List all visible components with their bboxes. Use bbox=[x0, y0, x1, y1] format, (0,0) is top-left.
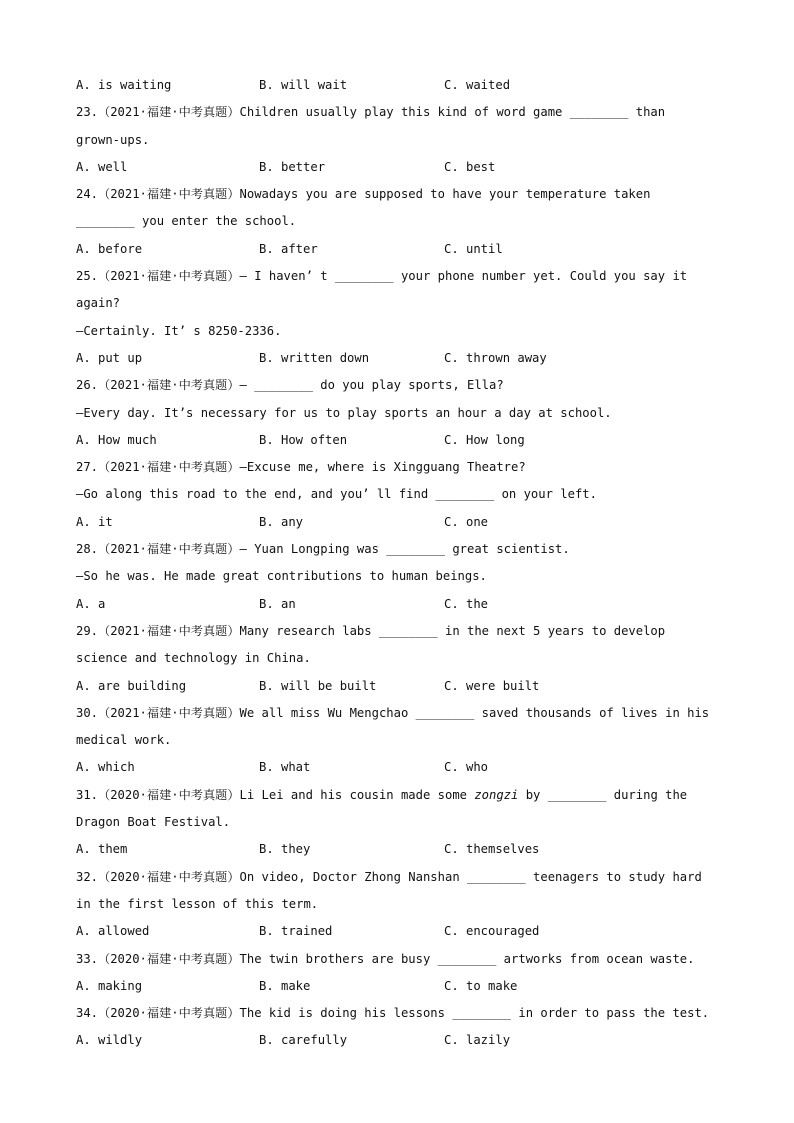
options-row-25 bbox=[76, 348, 726, 375]
question-list bbox=[76, 75, 726, 1058]
option-b: B. carefully bbox=[259, 1033, 348, 1048]
question-32-line-2: in the first lesson of this term. bbox=[76, 896, 319, 911]
option-b: B. How often bbox=[259, 432, 348, 447]
options-row-31 bbox=[76, 839, 726, 866]
option-a: A. a bbox=[76, 596, 106, 611]
option-c: C. who bbox=[444, 760, 489, 775]
question-24-line-1: 24.（2021·福建·中考真题）Nowadays you are supposed to have your temperature taken bbox=[76, 187, 651, 202]
option-b: B. make bbox=[259, 978, 311, 993]
options-row-27 bbox=[76, 512, 726, 539]
option-c: C. best bbox=[444, 159, 496, 174]
option-c: C. to make bbox=[444, 978, 518, 993]
question-32-line-1: 32.（2020·福建·中考真题）On video, Doctor Zhong Nanshan ________ teenagers to study hard bbox=[76, 869, 702, 884]
question-27-line-2: —Go along this road to the end, and you’ ll find ________ on your left. bbox=[76, 487, 597, 502]
option-c: C. the bbox=[444, 596, 489, 611]
question-25-line-3: —Certainly. It’ s 8250-2336. bbox=[76, 323, 282, 338]
option-a: A. are building bbox=[76, 678, 187, 693]
question-25-line-2: again? bbox=[76, 296, 121, 311]
options-row-26 bbox=[76, 430, 726, 457]
option-b: B. written down bbox=[259, 350, 370, 365]
options-row-28 bbox=[76, 594, 726, 621]
options-row-33 bbox=[76, 976, 726, 1003]
option-a: A. put up bbox=[76, 350, 143, 365]
option-a: A. allowed bbox=[76, 924, 150, 939]
question-23-line-2: grown-ups. bbox=[76, 132, 150, 147]
question-31-line-2: Dragon Boat Festival. bbox=[76, 815, 231, 830]
options-row-24 bbox=[76, 239, 726, 266]
option-a: A. is waiting bbox=[76, 78, 172, 92]
option-b: B. they bbox=[259, 842, 311, 857]
option-a: A. making bbox=[76, 978, 143, 993]
option-c: C. one bbox=[444, 514, 489, 529]
option-a: A. it bbox=[76, 514, 113, 529]
option-b: B. will wait bbox=[259, 78, 348, 92]
question-33-line-1: 33.（2020·福建·中考真题）The twin brothers are busy ________ artworks from ocean waste. bbox=[76, 951, 695, 966]
option-b: B. after bbox=[259, 241, 318, 256]
option-b: B. trained bbox=[259, 924, 333, 939]
option-c: C. were built bbox=[444, 678, 540, 693]
option-a: A. wildly bbox=[76, 1033, 143, 1048]
option-c: C. themselves bbox=[444, 842, 540, 857]
option-a: A. them bbox=[76, 842, 128, 857]
options-row-34 bbox=[76, 1030, 726, 1057]
option-b: B. will be built bbox=[259, 678, 377, 693]
question-30-line-2: medical work. bbox=[76, 733, 172, 748]
option-a: A. well bbox=[76, 159, 128, 174]
option-b: B. better bbox=[259, 159, 326, 174]
question-28-line-1: 28.（2021·福建·中考真题）— Yuan Longping was ________ great scientist. bbox=[76, 542, 570, 557]
question-31-text-end: by ________ during the bbox=[518, 787, 688, 802]
options-row-22 bbox=[76, 75, 726, 102]
option-b: B. an bbox=[259, 596, 296, 611]
option-a: A. which bbox=[76, 760, 135, 775]
question-31-line-1 bbox=[76, 785, 726, 812]
option-c: C. encouraged bbox=[444, 924, 540, 939]
question-29-line-1: 29.（2021·福建·中考真题）Many research labs ________ in the next 5 years to develop bbox=[76, 623, 666, 638]
question-27-line-1: 27.（2021·福建·中考真题）—Excuse me, where is Xingguang Theatre? bbox=[76, 460, 526, 475]
question-26-line-2: —Every day. It’s necessary for us to play sports an hour a day at school. bbox=[76, 405, 612, 420]
option-a: A. before bbox=[76, 241, 143, 256]
option-c: C. lazily bbox=[444, 1033, 511, 1048]
question-25-line-1: 25.（2021·福建·中考真题）— I haven’ t ________ your phone number yet. Could you say it bbox=[76, 269, 688, 284]
option-c: C. until bbox=[444, 241, 503, 256]
question-31-italic-word: zongzi bbox=[474, 787, 519, 802]
option-c: C. How long bbox=[444, 432, 525, 447]
question-26-line-1: 26.（2021·福建·中考真题）— ________ do you play sports, Ella? bbox=[76, 378, 504, 393]
question-29-line-2: science and technology in China. bbox=[76, 651, 311, 666]
question-24-line-2: ________ you enter the school. bbox=[76, 214, 297, 229]
option-c: C. waited bbox=[444, 78, 511, 92]
option-b: B. what bbox=[259, 760, 311, 775]
options-row-32 bbox=[76, 921, 726, 948]
options-row-23 bbox=[76, 157, 726, 184]
question-30-line-1: 30.（2021·福建·中考真题）We all miss Wu Mengchao ________ saved thousands of lives in his bbox=[76, 705, 710, 720]
option-a: A. How much bbox=[76, 432, 157, 447]
option-c: C. thrown away bbox=[444, 350, 547, 365]
question-31-text-start: 31.（2020·福建·中考真题）Li Lei and his cousin made some bbox=[76, 787, 475, 802]
option-b: B. any bbox=[259, 514, 304, 529]
options-row-29 bbox=[76, 676, 726, 703]
question-34-line-1: 34.（2020·福建·中考真题）The kid is doing his lessons ________ in order to pass the test. bbox=[76, 1006, 710, 1021]
options-row-30 bbox=[76, 757, 726, 784]
question-28-line-2: —So he was. He made great contributions to human beings. bbox=[76, 569, 487, 584]
question-23-line-1: 23.（2021·福建·中考真题）Children usually play this kind of word game ________ than bbox=[76, 105, 666, 120]
